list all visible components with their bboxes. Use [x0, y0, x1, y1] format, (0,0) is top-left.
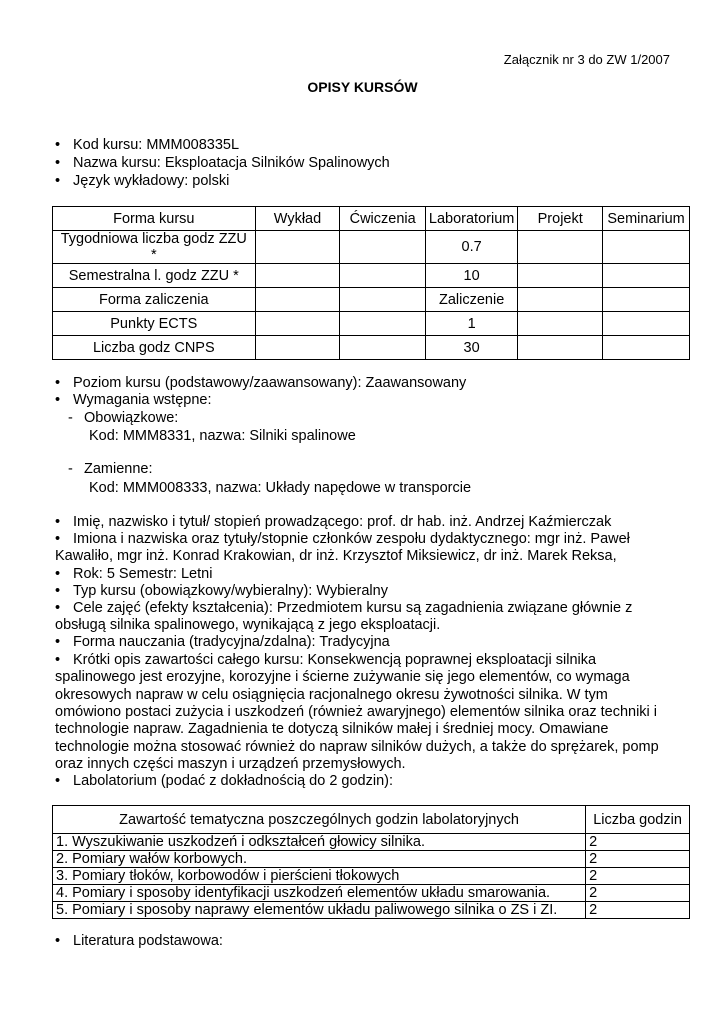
table-cell: 5. Pomiary i sposoby naprawy elementów układu paliwowego silnika o ZS i ZI. [53, 902, 586, 919]
table-cell: 2. Pomiary wałów korbowych. [53, 851, 586, 868]
attachment-note: Załącznik nr 3 do ZW 1/2007 [503, 52, 670, 67]
course-level: • Poziom kursu (podstawowy/zaawansowany): Zaawansowany [55, 375, 467, 391]
table-header-cell: Wykład [255, 207, 340, 231]
page-title: OPISY KURSÓW [307, 79, 418, 95]
table-row [53, 885, 690, 902]
table-cell: 2 [586, 885, 690, 902]
table-cell [255, 264, 340, 288]
course-name: • Nazwa kursu: Eksploatacja Silników Spalinowych [55, 155, 390, 171]
table-cell: 10 [425, 264, 517, 288]
course-type: • Typ kursu (obowiązkowy/wybieralny): Wybieralny [55, 583, 388, 599]
table-cell: 1 [425, 312, 517, 336]
table-cell [255, 231, 340, 264]
description-line: technologie napraw. Zagadnienia te dotyczą silników małej i średniej mocy. Omawiane [55, 721, 609, 737]
table-cell: 2 [586, 868, 690, 885]
table-cell [518, 264, 603, 288]
mandatory-course: Kod: MMM8331, nazwa: Silniki spalinowe [89, 428, 356, 444]
table-cell [518, 336, 603, 360]
table-header-row [53, 207, 690, 231]
table-cell [518, 312, 603, 336]
alternative-label: - Zamienne: [68, 461, 153, 477]
table-cell: 2 [586, 851, 690, 868]
table-header-cell: Liczba godzin [586, 806, 690, 834]
table-header-cell: Forma kursu [53, 207, 256, 231]
description-line: technologie można stosować również do napraw silników dużych, a także do sprężarek, pomp [55, 739, 659, 755]
table-cell: Semestralna l. godz ZZU * [53, 264, 256, 288]
goals-line-2: obsługą silnika spalinowego, wynikającą z jego eksploatacji. [55, 617, 441, 633]
table-cell [518, 288, 603, 312]
table-cell [340, 336, 426, 360]
table-row [53, 288, 690, 312]
mandatory-label: - Obowiązkowe: [68, 410, 179, 426]
table-row [53, 264, 690, 288]
table-header-cell: Laboratorium [425, 207, 517, 231]
table-cell: 1. Wyszukiwanie uszkodzeń i odkształceń głowicy silnika. [53, 834, 586, 851]
table-cell [255, 312, 340, 336]
table-cell [255, 288, 340, 312]
table-cell [603, 231, 690, 264]
table-row [53, 851, 690, 868]
table-cell: Zaliczenie [425, 288, 517, 312]
table-cell [603, 288, 690, 312]
table-header-row [53, 806, 690, 834]
hours-table [52, 206, 690, 360]
description-line: oraz innych części maszyn i urządzeń przemysłowych. [55, 756, 406, 772]
description-line: okresowych napraw w celu osiągnięcia racjonalnego okresu żywotności silnika. W tym [55, 687, 608, 703]
table-cell: 2 [586, 834, 690, 851]
prerequisites-label: • Wymagania wstępne: [55, 392, 212, 408]
team-line-1: • Imiona i nazwiska oraz tytuły/stopnie członków zespołu dydaktycznego: mgr inż. Paweł [55, 531, 630, 547]
table-cell: 4. Pomiary i sposoby identyfikacji uszkodzeń elementów układu smarowania. [53, 885, 586, 902]
lecturer: • Imię, nazwisko i tytuł/ stopień prowadzącego: prof. dr hab. inż. Andrzej Kaźmierczak [55, 514, 612, 530]
table-cell [603, 336, 690, 360]
table-cell [603, 312, 690, 336]
table-cell: Punkty ECTS [53, 312, 256, 336]
table-row [53, 902, 690, 919]
table-cell [340, 264, 426, 288]
team-line-2: Kawaliło, mgr inż. Konrad Krakowian, dr inż. Krzysztof Miksiewicz, dr inż. Marek Reksa, [55, 548, 617, 564]
course-language: • Język wykładowy: polski [55, 173, 230, 189]
table-header-cell: Ćwiczenia [340, 207, 426, 231]
table-cell [603, 264, 690, 288]
alternative-course: Kod: MMM008333, nazwa: Układy napędowe w transporcie [89, 480, 472, 496]
table-cell: 2 [586, 902, 690, 919]
table-cell [340, 231, 426, 264]
goals-line-1: • Cele zajęć (efekty kształcenia): Przedmiotem kursu są zagadnienia związane głównie z [55, 600, 633, 616]
table-row [53, 312, 690, 336]
table-row [53, 336, 690, 360]
table-cell [255, 336, 340, 360]
lab-intro: • Labolatorium (podać z dokładnością do 2 godzin): [55, 773, 394, 789]
table-header-cell: Seminarium [603, 207, 690, 231]
table-cell [518, 231, 603, 264]
course-code: • Kod kursu: MMM008335L [55, 137, 240, 153]
table-cell: Liczba godz CNPS [53, 336, 256, 360]
table-cell: 0.7 [425, 231, 517, 264]
description-line: spalinowego jest erozyjne, korozyjne i ścierne zużywanie się jego elementów, co wymaga [55, 669, 630, 685]
table-row [53, 231, 690, 264]
table-row [53, 834, 690, 851]
literature-label: • Literatura podstawowa: [55, 933, 223, 949]
lab-table [52, 805, 690, 919]
table-header-cell: Zawartość tematyczna poszczególnych godzin labolatoryjnych [53, 806, 586, 834]
description-line-1: • Krótki opis zawartości całego kursu: Konsekwencją poprawnej eksploatacji silnika [55, 652, 597, 668]
table-cell [340, 312, 426, 336]
table-cell: 30 [425, 336, 517, 360]
table-cell: Forma zaliczenia [53, 288, 256, 312]
year-semester: • Rok: 5 Semestr: Letni [55, 566, 213, 582]
teaching-form: • Forma nauczania (tradycyjna/zdalna): Tradycyjna [55, 634, 390, 650]
table-cell: 3. Pomiary tłoków, korbowodów i pierścieni tłokowych [53, 868, 586, 885]
table-cell [340, 288, 426, 312]
table-header-cell: Projekt [518, 207, 603, 231]
description-line: omówiono postaci zużycia i uszkodzeń (również awaryjnego) elementów silnika oraz techniki i [55, 704, 658, 720]
table-cell: Tygodniowa liczba godz ZZU * [53, 231, 256, 264]
table-row [53, 868, 690, 885]
